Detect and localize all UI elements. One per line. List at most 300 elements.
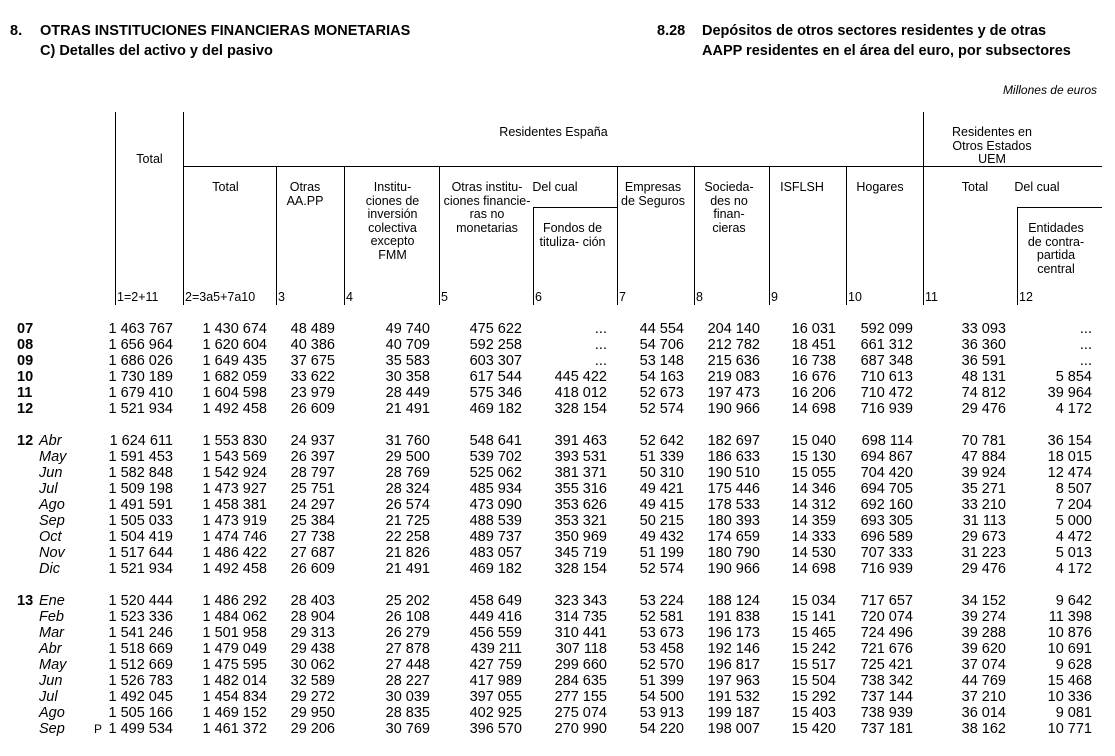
table-cell: 196 173 [707,625,760,641]
table-cell: 36 014 [961,705,1006,721]
table-cell: 592 258 [469,337,522,353]
row-label [17,321,33,337]
provisional-flag: P [94,722,103,736]
table-cell: 53 224 [639,593,684,609]
table-row [0,497,1115,513]
table-cell: ... [594,337,607,353]
table-title-line1: Depósitos de otros sectores residentes y de otras [702,23,1047,39]
table-cell: 26 108 [385,609,430,625]
table-cell: 475 622 [469,321,522,337]
table-cell: 18 451 [791,337,836,353]
table-cell: 39 964 [1047,385,1092,401]
table-cell: 1 591 453 [108,449,173,465]
table-cell: 28 769 [385,465,430,481]
table-cell: 28 324 [385,481,430,497]
table-cell: 1 430 674 [202,321,267,337]
table-cell: 9 081 [1055,705,1092,721]
row-year: 08 [17,337,34,353]
table-cell: 1 604 598 [202,385,267,401]
table-row [0,673,1115,689]
group-header-residentes-espana: Residentes España [499,125,608,139]
table-cell: 1 473 919 [202,513,267,529]
table-cell: 489 737 [469,529,522,545]
table-cell: 28 449 [385,385,430,401]
table-cell: 603 307 [469,353,522,369]
table-cell: 26 574 [385,497,430,513]
table-cell: 28 904 [290,609,335,625]
table-cell: 52 642 [639,433,684,449]
col-number: 3 [278,290,285,304]
group-header-residentes-uem: Residentes en Otros Estados UEM [952,125,1032,166]
table-cell: 15 292 [791,689,836,705]
row-label [17,465,62,481]
table-row [0,625,1115,641]
table-row [0,721,1115,737]
table-cell: 1 458 381 [202,497,267,513]
table-cell: 39 924 [961,465,1006,481]
table-cell: 47 884 [961,449,1006,465]
table-cell: 393 531 [554,449,607,465]
table-cell: 15 420 [791,721,836,737]
col-header-entidades: Entidades de contra- partida central [1027,221,1085,276]
table-cell: 44 554 [639,321,684,337]
table-cell: 39 620 [961,641,1006,657]
table-cell: 1 624 611 [109,433,173,449]
table-cell: 33 210 [961,497,1006,513]
table-cell: 49 421 [639,481,684,497]
table-cell: 15 504 [791,673,836,689]
table-row [0,641,1115,657]
table-cell: 39 274 [961,609,1006,625]
table-cell: 284 635 [554,673,607,689]
table-cell: 14 359 [791,513,836,529]
col-number: 1=2+11 [117,290,159,304]
col-header-iic: Institu- ciones de inversión colectiva excepto FMM [365,180,420,262]
table-cell: 29 476 [961,561,1006,577]
table-cell: 1 463 767 [108,321,173,337]
table-cell: 24 297 [290,497,335,513]
table-row [0,401,1115,417]
rule [276,166,277,305]
rule [344,166,345,305]
row-month: Mar [39,625,64,641]
table-row [0,353,1115,369]
table-cell: 52 581 [639,609,684,625]
row-year: 12 [17,433,34,449]
table-cell: 1 541 246 [108,625,173,641]
row-label [17,337,33,353]
table-cell: 50 310 [639,465,684,481]
table-cell: 1 682 059 [202,369,267,385]
units-label: Millones de euros [1002,83,1097,97]
table-cell: 716 939 [860,401,913,417]
table-cell: 180 790 [707,545,760,561]
table-cell: 23 979 [290,385,335,401]
table-cell: 74 812 [961,385,1006,401]
table-cell: 1 649 435 [202,353,267,369]
row-label [17,721,65,737]
table-cell: 328 154 [554,401,607,417]
table-cell: 1 505 166 [108,705,173,721]
table-cell: 307 118 [555,641,607,657]
table-cell: 724 496 [860,625,913,641]
table-cell: 192 146 [707,641,760,657]
table-row [0,609,1115,625]
table-cell: 427 759 [469,657,522,673]
table-cell: 1 553 830 [202,433,267,449]
table-cell: 50 215 [639,513,684,529]
row-label [17,705,65,721]
table-cell: 53 458 [639,641,684,657]
table-cell: 30 062 [290,657,335,673]
row-year: 10 [17,369,34,385]
table-cell: 49 740 [385,321,430,337]
table-cell: 353 321 [554,513,607,529]
table-cell: 26 279 [385,625,430,641]
section-title [10,21,410,61]
table-cell: 28 835 [385,705,430,721]
row-year: 13 [17,593,34,609]
table-row [0,481,1115,497]
table-cell: 27 448 [385,657,430,673]
table-cell: 16 738 [791,353,836,369]
table-cell: 48 131 [961,369,1006,385]
table-cell: 25 202 [385,593,430,609]
table-cell: 661 312 [860,337,913,353]
table-cell: 29 438 [290,641,335,657]
table-cell: 21 491 [385,561,430,577]
col-number: 10 [848,290,862,304]
row-label [17,369,33,385]
table-cell: 39 288 [961,625,1006,641]
col-number: 5 [441,290,448,304]
row-month: Sep [39,513,65,529]
table-cell: 48 489 [290,321,335,337]
table-cell: 36 360 [961,337,1006,353]
table-cell: 26 609 [290,401,335,417]
row-month: Ago [39,705,65,721]
row-label [17,353,33,369]
rule [533,207,534,305]
table-cell: 704 420 [860,465,913,481]
row-month: Ene [39,593,65,609]
row-month: May [39,449,67,465]
table-cell: 270 990 [554,721,607,737]
table-cell: 277 155 [554,689,607,705]
table-row [0,561,1115,577]
table-cell: 15 055 [791,465,836,481]
row-month: Jun [39,673,63,689]
table-cell: 1 474 746 [202,529,267,545]
table-cell: 1 686 026 [108,353,173,369]
table-cell: 52 673 [639,385,684,401]
row-year: 09 [17,353,34,369]
table-cell: 15 040 [791,433,836,449]
row-month: Jul [39,481,58,497]
table-cell: 21 826 [385,545,430,561]
table-cell: 70 781 [961,433,1006,449]
row-label [17,497,65,513]
table-cell: 1 492 458 [202,401,267,417]
table-cell: 190 966 [707,401,760,417]
table-cell: 694 867 [860,449,913,465]
table-cell: 445 422 [554,369,607,385]
table-cell: 27 878 [385,641,430,657]
table-cell: 458 649 [469,593,522,609]
col-header-snf: Socieda- des no finan- cieras [704,180,754,235]
table-cell: 29 500 [385,449,430,465]
row-month: Jul [39,689,58,705]
row-month: Oct [39,529,62,545]
table-cell: 18 015 [1047,449,1092,465]
table-cell: 15 034 [791,593,836,609]
table-row [0,545,1115,561]
table-cell: 52 574 [639,561,684,577]
rule [115,112,116,305]
table-cell: 456 559 [469,625,522,641]
row-label [17,657,66,673]
col-number: 12 [1019,290,1033,304]
table-cell: 28 227 [385,673,430,689]
table-row [0,433,1115,449]
table-cell: 617 544 [469,369,522,385]
section-number: 8. [10,23,23,39]
table-cell: 525 062 [469,465,522,481]
table-cell: 314 735 [554,609,607,625]
col-header-del-cual-1: Del cual [532,180,578,194]
table-cell: 5 000 [1055,513,1092,529]
table-cell: 30 358 [385,369,430,385]
table-cell: 1 454 834 [202,689,267,705]
table-cell: 692 160 [860,497,913,513]
table-cell: 15 141 [791,609,836,625]
row-label [17,529,62,545]
rule [1017,207,1018,305]
table-cell: 54 500 [639,689,684,705]
table-cell: ... [594,353,607,369]
table-cell: 1 479 049 [202,641,267,657]
table-cell: 14 333 [791,529,836,545]
table-number: 8.28 [657,23,686,39]
table-cell: 31 223 [961,545,1006,561]
col-header-ofm: Otras institu- ciones financie- ras no monetarias [443,180,531,235]
table-cell: 212 782 [707,337,760,353]
table-cell: 1 582 848 [108,465,173,481]
col-header-otras-aapp: Otras AA.PP [286,180,324,208]
table-cell: 14 312 [791,497,836,513]
section-subtitle: C) Detalles del activo y del pasivo [40,43,273,59]
table-cell: 592 099 [860,321,913,337]
table-cell: 1 504 419 [108,529,173,545]
table-cell: 548 641 [469,433,522,449]
table-cell: 1 509 198 [108,481,173,497]
table-cell: 12 474 [1047,465,1092,481]
table-cell: 1 486 422 [202,545,267,561]
table-cell: 180 393 [707,513,760,529]
row-label [17,449,66,465]
table-cell: 737 181 [860,721,913,737]
table-cell: 53 148 [639,353,684,369]
table-cell: 51 199 [639,545,684,561]
table-cell: ... [1079,321,1092,337]
table-cell: 1 520 444 [108,593,173,609]
table-cell: 9 642 [1055,593,1092,609]
table-cell: 1 521 934 [108,401,173,417]
rule [1017,207,1102,208]
table-cell: 26 609 [290,561,335,577]
table-cell: 1 512 669 [108,657,173,673]
table-cell: 11 398 [1048,609,1092,625]
col-header-isflsh: ISFLSH [780,180,824,194]
table-cell: 175 446 [707,481,760,497]
table-cell: 191 838 [707,609,760,625]
table-cell: 707 333 [860,545,913,561]
table-cell: 10 771 [1047,721,1092,737]
row-label [17,609,64,625]
table-cell: 37 675 [290,353,335,369]
col-header-del-cual-2: Del cual [1014,180,1060,194]
table-cell: 22 258 [385,529,430,545]
table-cell: 1 543 569 [202,449,267,465]
table-cell: 1 679 410 [108,385,173,401]
table-cell: 1 517 644 [108,545,173,561]
table-cell: 720 074 [860,609,913,625]
table-cell: 14 698 [791,561,836,577]
table-cell: 1 491 591 [108,497,173,513]
table-cell: 323 343 [554,593,607,609]
table-cell: 4 472 [1055,529,1092,545]
table-cell: ... [1079,353,1092,369]
row-label [17,433,62,449]
table-cell: 36 154 [1047,433,1092,449]
table-cell: 32 589 [290,673,335,689]
row-month: Ago [39,497,65,513]
table-cell: 1 469 152 [202,705,267,721]
table-cell: 4 172 [1055,561,1092,577]
table-cell: 485 934 [469,481,522,497]
table-cell: 35 271 [961,481,1006,497]
table-cell: ... [1079,337,1092,353]
table-cell: 37 074 [961,657,1006,673]
table-cell: 21 725 [385,513,430,529]
col-header-uem-total: Total [961,180,989,194]
row-label [17,641,62,657]
table-cell: 27 687 [290,545,335,561]
col-number: 6 [535,290,542,304]
table-cell: 1 473 927 [202,481,267,497]
table-cell: 30 769 [385,721,430,737]
table-cell: 1 486 292 [202,593,267,609]
table-cell: 14 530 [791,545,836,561]
table-cell: 696 589 [860,529,913,545]
table-cell: 51 339 [639,449,684,465]
col-number: 11 [925,290,938,304]
row-year: 07 [17,321,34,337]
table-cell: 1 492 045 [108,689,173,705]
table-cell: 1 518 669 [108,641,173,657]
table-cell: 328 154 [554,561,607,577]
table-cell: 488 539 [469,513,522,529]
table-cell: 10 876 [1047,625,1092,641]
table-cell: 539 702 [469,449,522,465]
rule [694,166,695,305]
table-row [0,529,1115,545]
table-cell: 1 526 783 [108,673,173,689]
table-cell: 53 673 [639,625,684,641]
table-cell: 575 346 [469,385,522,401]
table-cell: 31 113 [962,513,1006,529]
col-header-hogares: Hogares [856,180,904,194]
col-number: 9 [771,290,778,304]
table-cell: 54 706 [639,337,684,353]
table-cell: 381 371 [554,465,607,481]
table-cell: 29 476 [961,401,1006,417]
table-cell: 693 305 [860,513,913,529]
rule [923,112,924,305]
table-cell: 53 913 [639,705,684,721]
table-cell: 391 463 [554,433,607,449]
table-cell: 1 730 189 [108,369,173,385]
table-cell: 215 636 [707,353,760,369]
table-cell: 54 163 [639,369,684,385]
table-cell: 174 659 [707,529,760,545]
table-cell: 28 797 [290,465,335,481]
table-cell: 4 172 [1055,401,1092,417]
row-month: Feb [39,609,64,625]
table-cell: 15 468 [1047,673,1092,689]
table-cell: 16 031 [791,321,836,337]
table-cell: 355 316 [554,481,607,497]
table-cell: 31 760 [385,433,430,449]
row-year: 11 [17,385,33,401]
table-cell: 738 939 [860,705,913,721]
table-cell: 29 313 [290,625,335,641]
table-cell: 1 523 336 [108,609,173,625]
table-row [0,689,1115,705]
table-cell: 710 613 [860,369,913,385]
table-cell: 9 628 [1055,657,1092,673]
table-cell: 1 484 062 [202,609,267,625]
table-cell: 54 220 [639,721,684,737]
table-cell: 350 969 [554,529,607,545]
table-cell: 1 475 595 [202,657,267,673]
row-label [17,561,60,577]
table-cell: 34 152 [961,593,1006,609]
table-cell: 345 719 [554,545,607,561]
row-month: Nov [39,545,65,561]
row-month: Jun [39,465,63,481]
col-number: 7 [619,290,626,304]
table-cell: 10 336 [1047,689,1092,705]
table-cell: 737 144 [860,689,913,705]
table-cell: 353 626 [554,497,607,513]
table-cell: 8 507 [1055,481,1092,497]
table-cell: 51 399 [639,673,684,689]
row-label [17,689,58,705]
table-row [0,465,1115,481]
table-cell: 1 501 958 [202,625,267,641]
table-cell: 190 966 [707,561,760,577]
row-label [17,545,65,561]
row-month: Abr [39,641,62,657]
table-cell: 199 187 [707,705,760,721]
table-cell: 40 709 [385,337,430,353]
table-cell: 1 505 033 [108,513,173,529]
table-cell: 396 570 [469,721,522,737]
table-cell: 29 950 [290,705,335,721]
table-cell: 299 660 [554,657,607,673]
table-cell: 25 751 [290,481,335,497]
